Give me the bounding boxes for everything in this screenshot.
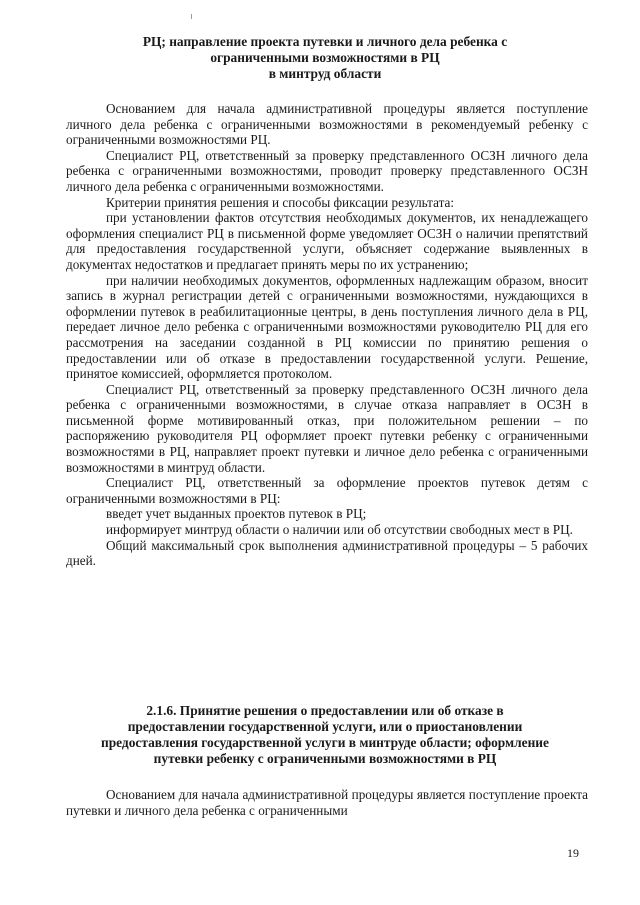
page-number: 19 xyxy=(567,846,579,860)
paragraph: при установлении фактов отсутствия необходимых документов, их ненадлежащего оформления специалист РЦ в письменной форме уведомляет ОСЗН о наличии препятствий для предоставления государственной услуги, объясняет содержание выявленных в документах недостатков и предлагает принять меры по их устранению; xyxy=(66,210,588,272)
heading-line: РЦ; направление проекта путевки и личного дела ребенка с xyxy=(142,34,508,49)
paragraph: Специалист РЦ, ответственный за проверку представленного ОСЗН личного дела ребенка с ограниченными возможностями, проводит проверку представленного ОСЗН личного дела ребенка с ограниченными возможностями. xyxy=(66,147,588,194)
paragraph: Основанием для начала административной процедуры является поступление проекта путевки и личного дела ребенка с ограниченными xyxy=(66,787,588,818)
paragraph: информирует минтруд области о наличии или об отсутствии свободных мест в РЦ. xyxy=(106,522,573,538)
heading-line: путевки ребенку с ограниченными возможностями в РЦ xyxy=(153,751,497,766)
paragraph: Специалист РЦ, ответственный за оформление проектов путевок детям с ограниченными возможностями в РЦ: xyxy=(66,475,588,506)
section-body-top xyxy=(66,101,588,569)
paragraph: Общий максимальный срок выполнения административной процедуры – 5 рабочих дней. xyxy=(66,537,588,569)
heading-line: в минтруд области xyxy=(268,66,382,81)
heading-line: ограниченными возможностями в РЦ xyxy=(210,50,440,65)
paragraph: при наличии необходимых документов, оформленных надлежащим образом, вносит запись в журнал регистрации детей с ограниченными возможностями, нуждающихся в оформлении путевок в реабилитационные центры, в день поступления личного дела в РЦ, передает личное дело ребенка с ограниченными возможностями руководителю РЦ для его рассмотрения на заседании созданной в РЦ комиссии по принятию решения о предоставлении или об отказе в предоставлении государственной услуги. Решение, принятое комиссией, оформляется протоколом. xyxy=(66,272,588,382)
paragraph: Специалист РЦ, ответственный за проверку представленного ОСЗН личного дела ребенка с ограниченными возможностями, в случае отказа направляет в ОСЗН в письменной форме мотивированный отказ, при положительном решении – по распоряжению руководителя РЦ оформляет проект путевки ребенку с ограниченными возможностями в РЦ, направляет проект путевки и личное дело ребенка с ограниченными возможностями в минтруд области. xyxy=(66,381,588,475)
heading-line: предоставлении государственной услуги, или о приостановлении xyxy=(127,719,523,734)
section-heading-2-1-6 xyxy=(62,703,588,767)
scan-mark xyxy=(191,14,192,19)
heading-line: предоставления государственной услуги в минтруде области; оформление xyxy=(101,735,549,750)
section-heading-top xyxy=(62,34,588,82)
heading-line: 2.1.6. Принятие решения о предоставлении или об отказе в xyxy=(146,703,504,718)
paragraph: Критерии принятия решения и способы фиксации результата: xyxy=(106,194,455,210)
paragraph: введет учет выданных проектов путевок в РЦ; xyxy=(106,506,367,522)
section-body-2-1-6 xyxy=(66,787,588,818)
paragraph: Основанием для начала административной процедуры является поступление личного дела ребенка с ограниченными возможностями в рекомендуемый ребенку с ограниченными возможностями РЦ. xyxy=(66,101,588,148)
